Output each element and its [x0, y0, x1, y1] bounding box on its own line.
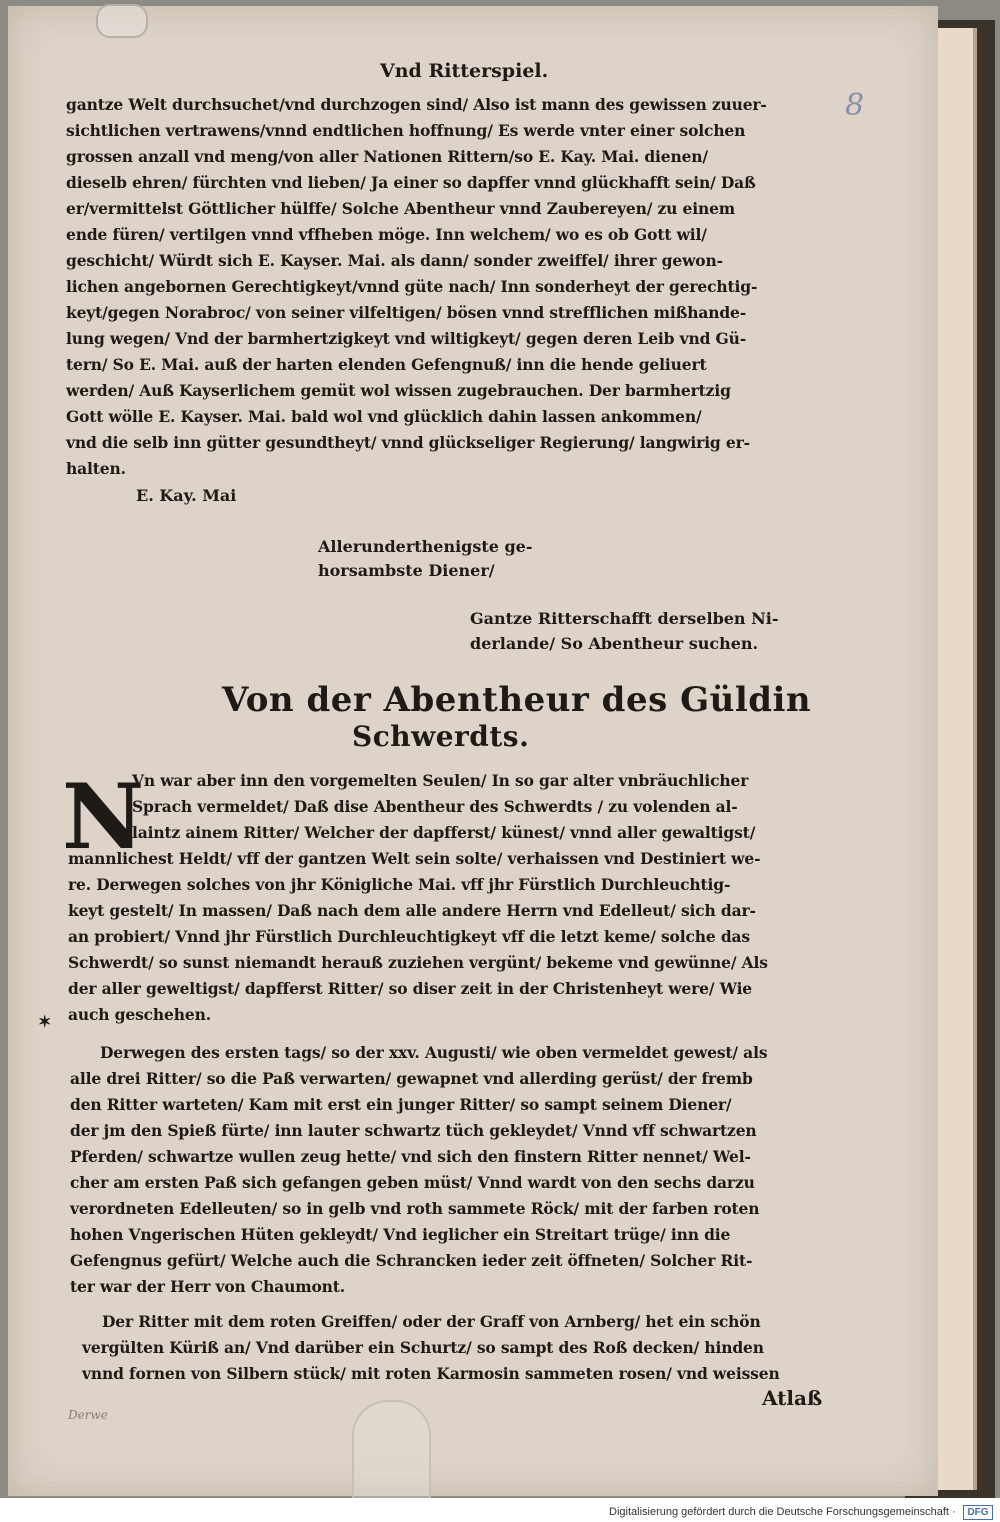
text-line: auch geschehen. — [68, 1005, 211, 1024]
text-line: der jm den Spieß fürte/ inn lauter schwartz tüch gekleydet/ Vnnd vff schwartzen — [70, 1121, 757, 1140]
text-line: der aller geweltigst/ dapfferst Ritter/ so diser zeit in der Christenheyt were/ Wie — [68, 979, 753, 998]
signature-line: horsambste Diener/ — [318, 561, 495, 580]
clip-top — [96, 4, 148, 38]
text-line: Sprach vermeldet/ Daß dise Abentheur des Schwerdts / zu volenden al- — [132, 797, 738, 816]
text-line: vnd die selb inn gütter gesundtheyt/ vnnd glückseliger Regierung/ langwirig er- — [66, 433, 750, 452]
text-line: lichen angebornen Gerechtigkeyt/vnnd güte nach/ Inn sonderheyt der gerechtig- — [66, 277, 758, 296]
text-line: er/vermittelst Göttlicher hülffe/ Solche Abentheur vnnd Zaubereyen/ zu einem — [66, 199, 736, 218]
text-line: gantze Welt durchsuchet/vnd durchzogen sind/ Also ist mann des gewissen zuuer- — [66, 95, 767, 114]
text-line: vergülten Küriß an/ Vnd darüber ein Schurtz/ so sampt des Roß decken/ hinden — [82, 1338, 764, 1357]
text-line: verordneten Edelleuten/ so in gelb vnd roth sammete Röck/ mit der farben roten — [70, 1199, 760, 1218]
dfg-logo-icon: DFG — [963, 1505, 993, 1520]
text-line: geschicht/ Würdt sich E. Kayser. Mai. als dann/ sonder zweiffel/ ihrer gewon- — [66, 251, 723, 270]
section-heading-line-2: Schwerdts. — [352, 720, 530, 753]
page-number: 8 — [845, 88, 865, 123]
footer-credit: Digitalisierung gefördert durch die Deutsche Forschungsgemeinschaft · — [609, 1506, 956, 1518]
text-line: Pferden/ schwartze wullen zeug hette/ vnd sich den finstern Ritter nennet/ Wel- — [70, 1147, 751, 1166]
catchword: Atlaß — [762, 1386, 823, 1410]
text-line: lung wegen/ Vnd der barmhertzigkeyt vnd wiltigkeyt/ gegen deren Leib vnd Gü- — [66, 329, 747, 348]
signature-line: Gantze Ritterschafft derselben Ni- — [470, 609, 779, 628]
text-line: alle drei Ritter/ so die Paß verwarten/ gewapnet vnd allerding gerüst/ der fremb — [70, 1069, 753, 1088]
text-line: an probiert/ Vnnd jhr Fürstlich Durchleuchtigkeyt vff die letzt keme/ solche das — [68, 927, 750, 946]
text-line: keyt/gegen Norabroc/ von seiner vilfeltigen/ bösen vnnd strefflichen mißhande- — [66, 303, 747, 322]
text-line: halten. — [66, 459, 126, 478]
salutation: E. Kay. Mai — [136, 486, 237, 505]
section-heading: Von der Abentheur des Güldin — [222, 680, 812, 720]
text-line: vnnd fornen von Silbern stück/ mit roten Karmosin sammeten rosen/ vnd weissen — [82, 1364, 780, 1383]
text-line: re. Derwegen solches von jhr Königliche Mai. vff jhr Fürstlich Durchleuchtig- — [68, 875, 731, 894]
text-line: laintz ainem Ritter/ Welcher der dapfferst/ künest/ vnnd aller gewaltigst/ — [132, 823, 756, 842]
text-line: keyt gestelt/ In massen/ Daß nach dem alle andere Herrn vnd Edelleut/ sich dar- — [68, 901, 756, 920]
text-line: Gefengnus gefürt/ Welche auch die Schrancken ieder zeit öffneten/ Solcher Rit- — [70, 1251, 753, 1270]
text-line: tern/ So E. Mai. auß der harten elenden Gefengnuß/ inn die hende geliuert — [66, 355, 707, 374]
text-line: ter war der Herr von Chaumont. — [70, 1277, 346, 1296]
text-line: cher am ersten Paß sich gefangen geben müst/ Vnnd wardt von den sechs darzu — [70, 1173, 755, 1192]
clip-bottom — [352, 1400, 431, 1502]
drop-cap: N — [62, 764, 145, 870]
signature-line: Allerunderthenigste ge- — [318, 537, 533, 556]
running-header: Vnd Ritterspiel. — [380, 60, 549, 82]
signature-line: derlande/ So Abentheur suchen. — [470, 634, 759, 653]
text-line: Derwegen des ersten tags/ so der xxv. Augusti/ wie oben vermeldet gewest/ als — [100, 1043, 768, 1062]
asterisk-icon: ✶ — [38, 1012, 52, 1031]
text-line: Vn war aber inn den vorgemelten Seulen/ In so gar alter vnbräuchlicher — [132, 771, 749, 790]
text-line: grossen anzall vnd meng/von aller Nationen Rittern/so E. Kay. Mai. dienen/ — [66, 147, 708, 166]
text-line: den Ritter warteten/ Kam mit erst ein junger Ritter/ so sampt seinem Diener/ — [70, 1095, 732, 1114]
text-line: mannlichest Heldt/ vff der gantzen Welt sein solte/ verhaissen vnd Destiniert we- — [68, 849, 761, 868]
text-line: Schwerdt/ so sunst niemandt herauß zuziehen vergünt/ bekeme vnd gewünne/ Als — [68, 953, 768, 972]
text-line: Gott wölle E. Kayser. Mai. bald wol vnd glücklich dahin lassen ankommen/ — [66, 407, 702, 426]
text-line: hohen Vngerischen Hüten gekleydt/ Vnd ieglicher ein Streitart trüge/ inn die — [70, 1225, 731, 1244]
text-line: werden/ Auß Kayserlichem gemüt wol wissen zugebrauchen. Der barmhertzig — [66, 381, 731, 400]
text-line: sichtlichen vertrawens/vnnd endtlichen hoffnung/ Es werde vnter einer solchen — [66, 121, 746, 140]
text-line: ende füren/ vertilgen vnnd vffheben möge. Inn welchem/ wo es ob Gott wil/ — [66, 225, 707, 244]
text-line: dieselb ehren/ fürchten vnd lieben/ Ja einer so dapffer vnnd glückhafft sein/ Daß — [66, 173, 756, 192]
bottom-stamp: Derwe — [68, 1408, 108, 1422]
text-line: Der Ritter mit dem roten Greiffen/ oder der Graff von Arnberg/ het ein schön — [102, 1312, 761, 1331]
